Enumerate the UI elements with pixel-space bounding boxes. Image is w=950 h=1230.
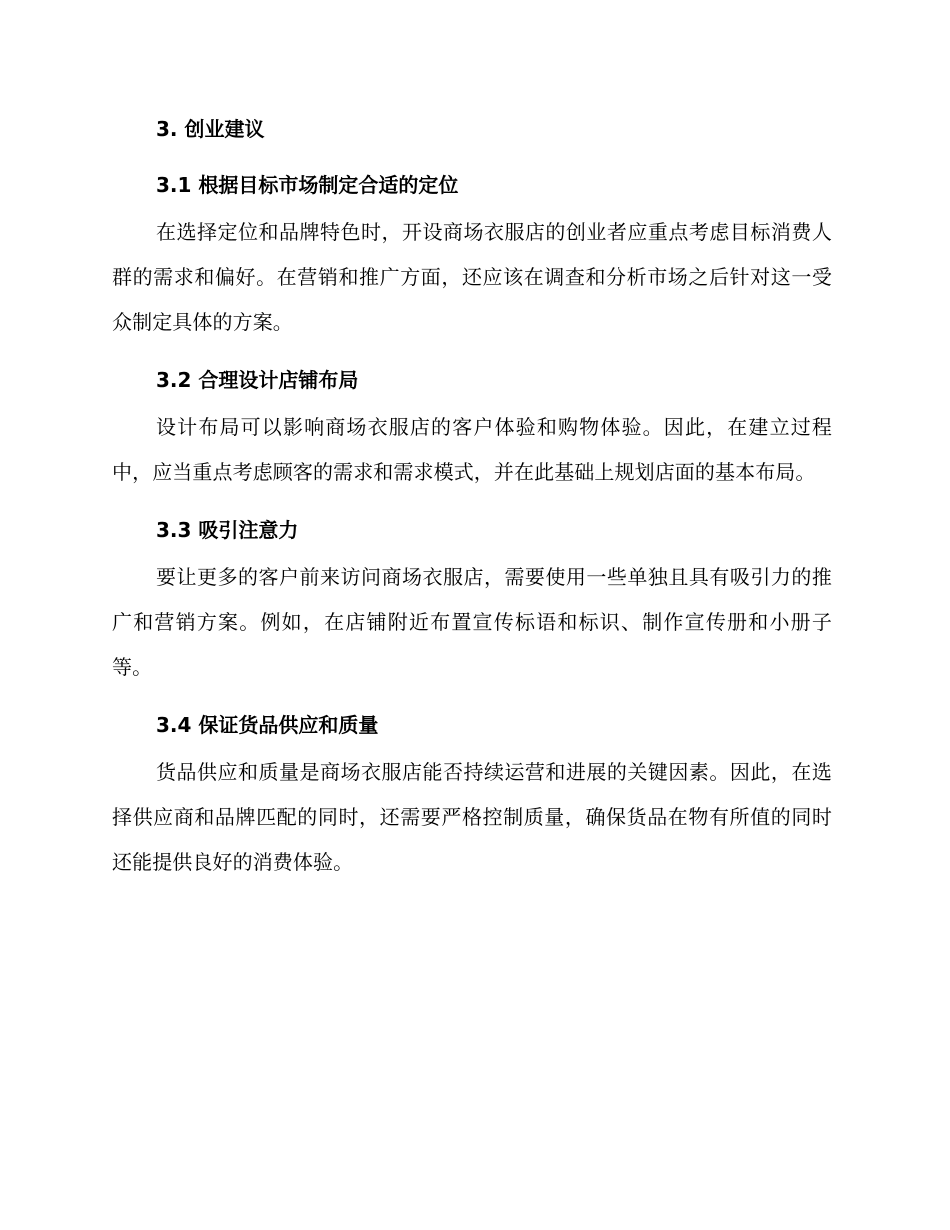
paragraph-3-3: 要让更多的客户前来访问商场衣服店，需要使用一些单独且具有吸引力的推广和营销方案。例如，在店铺附近布置宣传标语和标识、制作宣传册和小册子等。 bbox=[112, 565, 832, 679]
section-title: 3. 创业建议 bbox=[156, 117, 265, 141]
subsection-heading-3-4: 3.4 保证货品供应和质量 bbox=[156, 713, 379, 737]
subsection-heading-3-3: 3.3 吸引注意力 bbox=[156, 518, 299, 542]
subsection-heading-3-2: 3.2 合理设计店铺布局 bbox=[156, 368, 359, 392]
paragraph-3-2: 设计布局可以影响商场衣服店的客户体验和购物体验。因此，在建立过程中，应当重点考虑顾客的需求和需求模式，并在此基础上规划店面的基本布局。 bbox=[112, 415, 832, 484]
subsection-heading-3-1: 3.1 根据目标市场制定合适的定位 bbox=[156, 173, 459, 197]
paragraph-3-1: 在选择定位和品牌特色时，开设商场衣服店的创业者应重点考虑目标消费人群的需求和偏好。在营销和推广方面，还应该在调查和分析市场之后针对这一受众制定具体的方案。 bbox=[112, 220, 832, 334]
document-page bbox=[112, 104, 832, 895]
paragraph-3-4: 货品供应和质量是商场衣服店能否持续运营和进展的关键因素。因此，在选择供应商和品牌匹配的同时，还需要严格控制质量，确保货品在物有所值的同时还能提供良好的消费体验。 bbox=[112, 760, 832, 874]
